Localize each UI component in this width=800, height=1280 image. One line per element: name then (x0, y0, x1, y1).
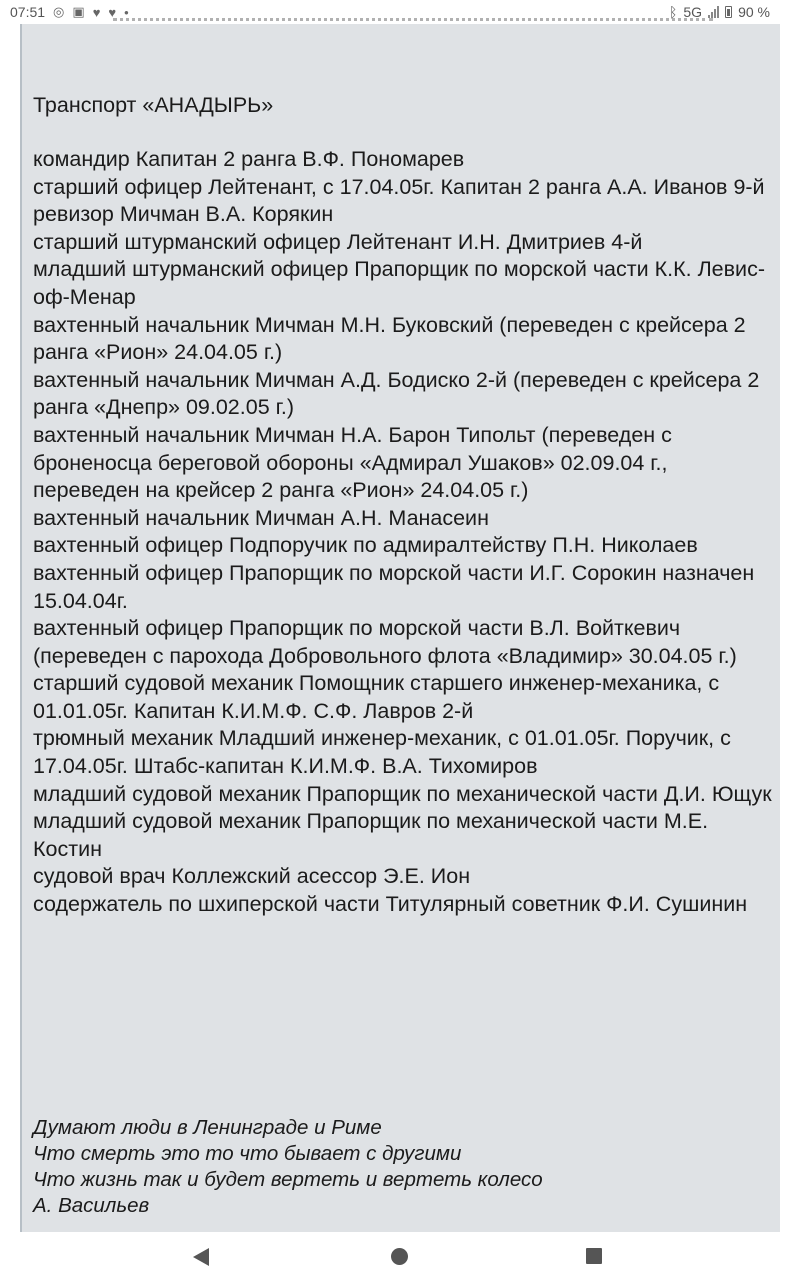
list-item: младший судовой механик Прапорщик по механической части М.Е. Костин (33, 809, 709, 861)
poem-author: А. Васильев (33, 1194, 150, 1217)
poem-line: Что смерть это то что бывает с другими (33, 1142, 462, 1165)
navigation-bar (0, 1232, 800, 1280)
poem-quote (33, 1115, 543, 1219)
page-title: Транспорт «АНАДЫРЬ» (33, 93, 274, 117)
heart-icon: ♥ (108, 4, 117, 20)
list-item: вахтенный офицер Подпоручик по адмиралтейству П.Н. Николаев (33, 533, 698, 558)
bluetooth-icon: ᛒ (668, 4, 678, 20)
list-item: вахтенный начальник Мичман Н.А. Барон Типольт (переведен с броненосца береговой обороны «Адмирал Ушаков» 02.09.04 г., переведен на крейсер 2 ранга «Рион» 24.04.05 г.) (33, 422, 672, 503)
list-item: вахтенный начальник Мичман А.Н. Манасеин (33, 505, 489, 530)
list-item: командир Капитан 2 ранга В.Ф. Пономарев (33, 147, 465, 171)
list-item: судовой врач Коллежский асессор Э.Е. Ион (33, 864, 471, 889)
signal-icon (708, 6, 719, 18)
list-item: младший судовой механик Прапорщик по механической части Д.И. Ющук (33, 781, 772, 806)
list-item: старший офицер Лейтенант, с 17.04.05г. Капитан 2 ранга А.А. Иванов 9-й (33, 174, 765, 199)
network-type: 5G (683, 4, 703, 20)
list-item: старший судовой механик Помощник старшего инженер-механика, с 01.01.05г. Капитан К.И.М.Ф. С.Ф. Лавров 2-й (33, 671, 720, 723)
recent-apps-icon[interactable] (586, 1248, 602, 1264)
cut-off-text-line (113, 18, 713, 25)
list-item: младший штурманский офицер Прапорщик по морской части К.К. Левис-оф-Менар (33, 257, 765, 309)
whatsapp-icon: ◎ (53, 4, 65, 19)
list-item: вахтенный офицер Прапорщик по морской части И.Г. Сорокин назначен 15.04.04г. (33, 560, 755, 613)
list-item: вахтенный начальник Мичман М.Н. Буковский (переведен с крейсера 2 ранга «Рион» 24.04.05 г.) (33, 312, 746, 365)
back-icon[interactable] (193, 1248, 209, 1266)
battery-level: 90 % (738, 4, 770, 20)
list-item: вахтенный начальник Мичман А.Д. Бодиско 2-й (переведен с крейсера 2 ранга «Днепр» 09.02.05 г.) (33, 367, 760, 420)
poem-line: Думают люди в Ленинграде и Риме (33, 1116, 382, 1139)
list-item: старший штурманский офицер Лейтенант И.Н. Дмитриев 4-й (33, 229, 643, 254)
list-item: ревизор Мичман В.А. Корякин (33, 202, 334, 227)
list-item: вахтенный офицер Прапорщик по морской части В.Л. Войткевич (переведен с парохода Добровольного флота «Владимир» 30.04.05 г.) (33, 616, 737, 668)
heart-icon: ♥ (92, 4, 101, 20)
app-icon: ▣ (72, 4, 85, 19)
crew-list (33, 146, 778, 919)
dot-icon: • (124, 4, 129, 20)
home-icon[interactable] (391, 1248, 408, 1265)
battery-icon (725, 6, 732, 18)
list-item: содержатель по шхиперской части Титулярный советник Ф.И. Сушинин (33, 892, 748, 917)
poem-line: Что жизнь так и будет вертеть и вертеть колесо (33, 1168, 543, 1191)
list-item: трюмный механик Младший инженер-механик, с 01.01.05г. Поручик, с 17.04.05г. Штабс-капитан К.И.М.Ф. В.А. Тихомиров (33, 726, 731, 779)
clock: 07:51 (10, 4, 46, 20)
